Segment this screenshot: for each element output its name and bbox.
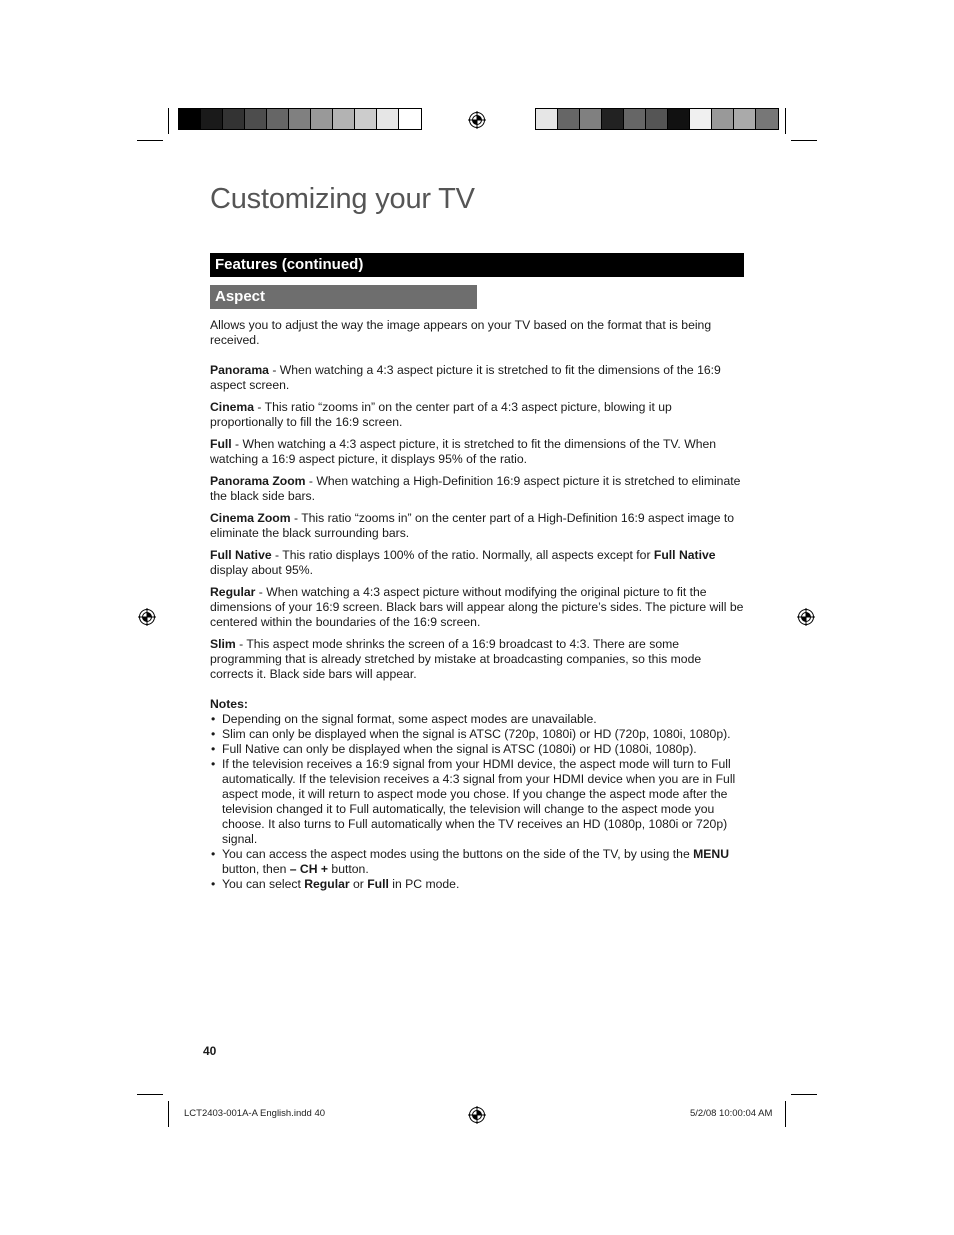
- crop-mark: [785, 108, 786, 134]
- term-label: Regular: [210, 585, 256, 599]
- note-bold: – CH +: [289, 862, 329, 876]
- term-inline-bold: Full Native: [653, 548, 716, 562]
- color-swatch: [355, 109, 377, 129]
- registration-mark-icon: [138, 608, 156, 626]
- term-label: Panorama: [210, 363, 269, 377]
- color-swatch: [223, 109, 245, 129]
- term-label: Slim: [210, 637, 236, 651]
- color-swatch: [267, 109, 289, 129]
- note-bold: Full: [367, 877, 389, 891]
- term-description: - This ratio displays 100% of the ratio. Normally, all aspects except for: [271, 548, 654, 562]
- term-regular: [210, 585, 745, 630]
- note-text: button, then: [222, 862, 290, 876]
- note-item: [210, 847, 745, 877]
- term-panorama-zoom: [210, 474, 745, 504]
- term-description: - When watching a 4:3 aspect picture without modifying the original picture to fit the dimensions of your 16:9 screen. Black bars will appear along the picture’s sides. The picture will be centered within the boundaries of the 16:9 screen.: [210, 585, 744, 629]
- term-slim: [210, 637, 745, 682]
- color-swatch: [602, 109, 624, 129]
- color-swatch: [646, 109, 668, 129]
- term-description: - When watching a High-Definition 16:9 aspect picture it is stretched to eliminate the black side bars.: [210, 474, 741, 503]
- term-description: - This ratio “zooms in” on the center part of a 4:3 aspect picture, blowing it up proportionally to fill the 16:9 screen.: [210, 400, 672, 429]
- color-swatch: [179, 109, 201, 129]
- term-description: - When watching a 4:3 aspect picture, it is stretched to fit the dimensions of the TV. When watching a 16:9 aspect picture, it displays 95% of the ratio.: [210, 437, 717, 466]
- color-swatch: [377, 109, 399, 129]
- crop-mark: [168, 1101, 169, 1127]
- crop-mark: [791, 1094, 817, 1095]
- note-text: You can access the aspect modes using the buttons on the side of the TV, by using the: [222, 847, 694, 861]
- crop-mark: [791, 140, 817, 141]
- registration-mark-icon: [468, 111, 486, 129]
- note-text: You can select: [222, 877, 305, 891]
- intro-paragraph: Allows you to adjust the way the image appears on your TV based on the format that is being received.: [210, 318, 712, 347]
- note-text: button.: [328, 862, 369, 876]
- term-cinema-zoom: [210, 511, 745, 541]
- term-description: - This ratio “zooms in” on the center part of a High-Definition 16:9 aspect image to eliminate the black surrounding bars.: [210, 511, 735, 540]
- note-item: • If the television receives a 16:9 signal from your HDMI device, the aspect mode will turn to Full automatically. If the television receives a 4:3 signal from your HDMI device when you are in Full aspect mode, it will return to aspect mode you chose. If you change the aspect mode after the television changed it to Full automatically, the television will change to the aspect mode you choose. It also turns to Full automatically when the TV receives an HD (1080p, 1080i or 720p) signal.: [210, 757, 745, 847]
- term-label: Full: [210, 437, 232, 451]
- term-description: display about 95%.: [210, 563, 313, 577]
- note-bold: MENU: [693, 847, 730, 861]
- notes-heading: Notes:: [210, 697, 248, 711]
- color-swatch: [734, 109, 756, 129]
- notes-list: [210, 712, 745, 892]
- color-swatch: [536, 109, 558, 129]
- color-swatch: [580, 109, 602, 129]
- color-swatch: [399, 109, 421, 129]
- term-description: - This aspect mode shrinks the screen of a 16:9 broadcast to 4:3. There are some programming that is already stretched by mistake at broadcasting companies, so this mode corrects it. Black side bars will appear.: [210, 637, 702, 681]
- note-item: • Full Native can only be displayed when the signal is ATSC (1080i) or HD (1080i, 1080p).: [210, 742, 745, 757]
- file-slug: LCT2403-001A-A English.indd 40: [184, 1108, 326, 1119]
- term-label: Full Native: [210, 548, 272, 562]
- color-swatch: [333, 109, 355, 129]
- term-full-native: [210, 548, 745, 578]
- color-swatch: [712, 109, 734, 129]
- term-label: Cinema: [210, 400, 255, 414]
- color-swatch: [624, 109, 646, 129]
- term-panorama: [210, 363, 745, 393]
- color-swatch: [668, 109, 690, 129]
- term-label: Cinema Zoom: [210, 511, 291, 525]
- term-description: - When watching a 4:3 aspect picture it is stretched to fit the dimensions of the 16:9 aspect screen.: [210, 363, 721, 392]
- registration-mark-icon: [797, 608, 815, 626]
- note-bold: Regular: [304, 877, 350, 891]
- section-header: Features (continued): [210, 253, 744, 277]
- color-calibration-bar-right: [535, 108, 779, 130]
- color-swatch: [690, 109, 712, 129]
- note-item: • Depending on the signal format, some aspect modes are unavailable.: [210, 712, 745, 727]
- date-slug: 5/2/08 10:00:04 AM: [690, 1108, 773, 1119]
- color-swatch: [311, 109, 333, 129]
- term-full: [210, 437, 745, 467]
- color-swatch: [558, 109, 580, 129]
- body-content: [210, 318, 745, 892]
- subsection-header: Aspect: [210, 285, 477, 309]
- note-item: [210, 877, 745, 892]
- color-swatch: [201, 109, 223, 129]
- color-swatch: [245, 109, 267, 129]
- note-text: in PC mode.: [388, 877, 460, 891]
- crop-mark: [137, 1094, 163, 1095]
- note-text: or: [349, 877, 368, 891]
- term-cinema: [210, 400, 745, 430]
- crop-mark: [168, 108, 169, 134]
- color-calibration-bar-left: [178, 108, 422, 130]
- color-swatch: [289, 109, 311, 129]
- page-number: 40: [203, 1044, 217, 1058]
- color-swatch: [756, 109, 778, 129]
- term-label: Panorama Zoom: [210, 474, 306, 488]
- crop-mark: [137, 140, 163, 141]
- page-title: Customizing your TV: [210, 183, 475, 215]
- note-item: • Slim can only be displayed when the signal is ATSC (720p, 1080i) or HD (720p, 1080i, 1080p).: [210, 727, 745, 742]
- registration-mark-icon: [468, 1106, 486, 1124]
- crop-mark: [785, 1101, 786, 1127]
